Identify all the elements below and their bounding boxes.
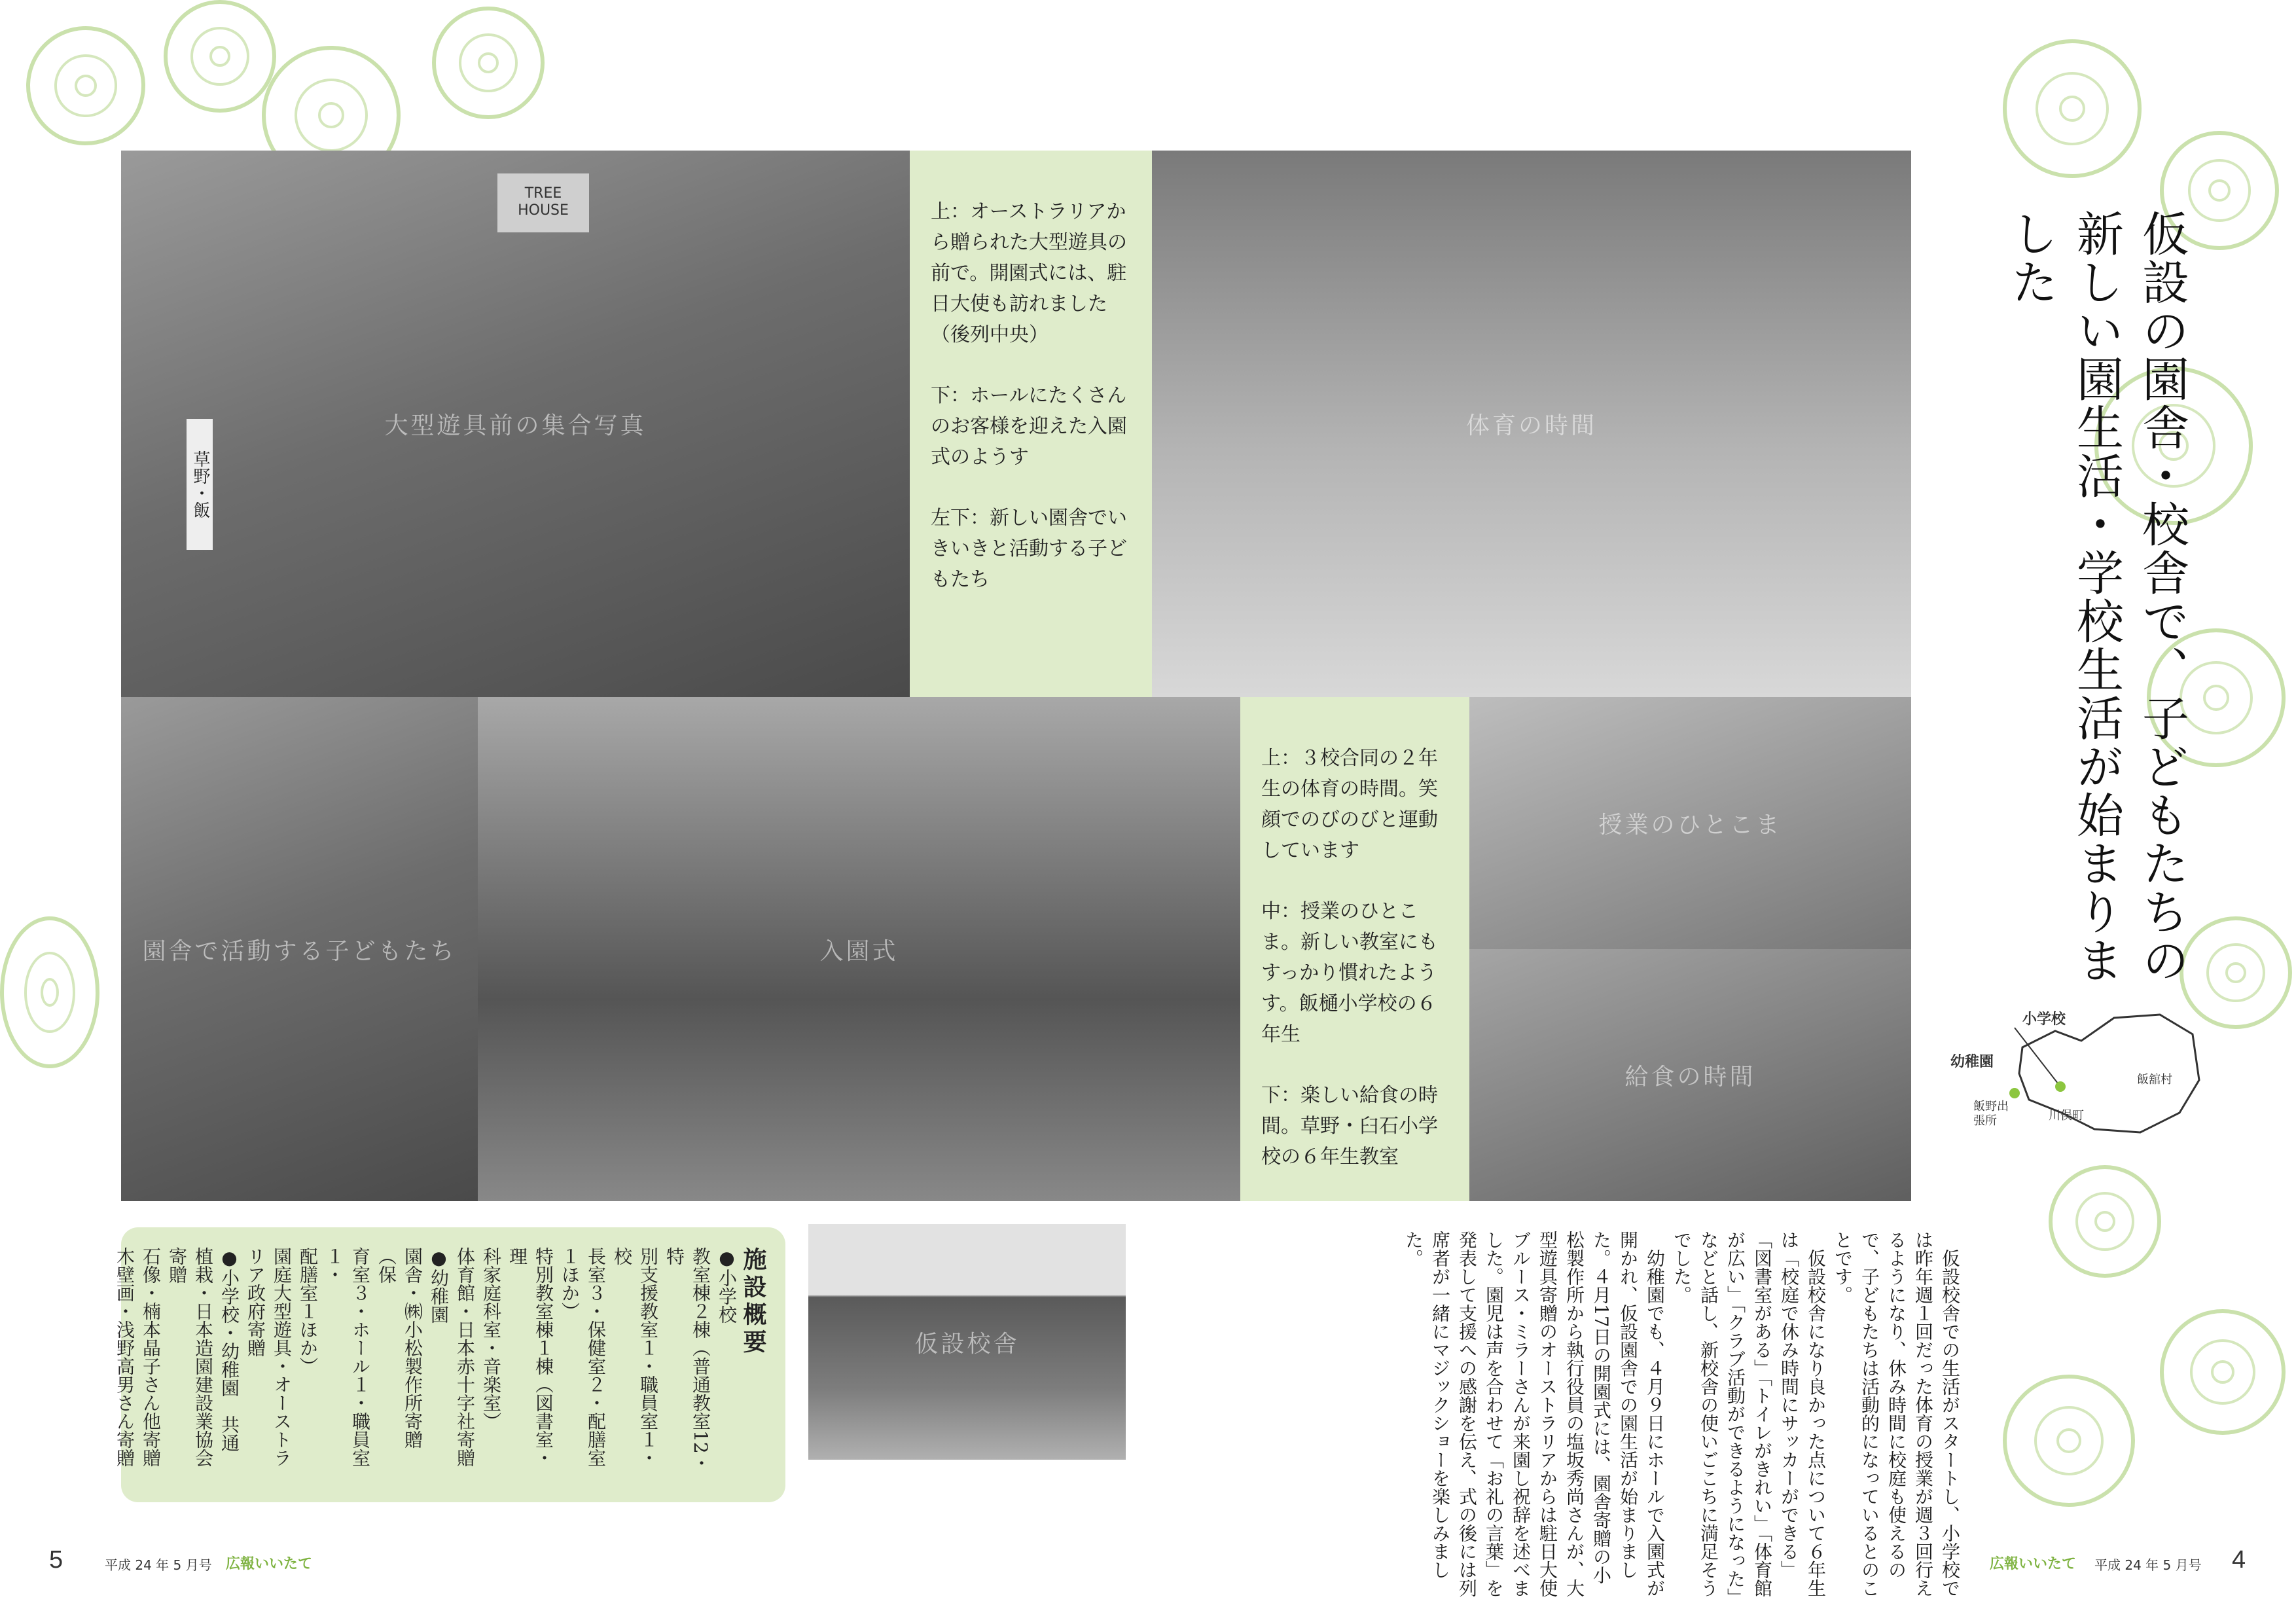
right-page-number: 4 [2232, 1546, 2246, 1574]
photo-label: 園舎で活動する子どもたち [142, 937, 457, 965]
caption: 上：オーストラリアから贈られた大型遊具の前で。開園式には、駐日大使も訪れました（後列中央） [931, 200, 1127, 346]
right-issue-date: 平成 24 年 5 月号 [2094, 1557, 2202, 1573]
facility-line: 園庭大型遊具・オーストラ [271, 1247, 293, 1467]
facility-line: 体育館・日本赤十字社寄贈 [454, 1247, 476, 1467]
location-map [1950, 1008, 2206, 1139]
photo-label: 仮設校舎 [914, 1330, 1020, 1358]
facility-line: １ほか） [559, 1247, 581, 1320]
flower-decoration [2049, 1165, 2161, 1278]
facility-line: ●小学校 [716, 1247, 738, 1324]
facility-line: 育室３・ホール１・職員室１・ [323, 1247, 371, 1467]
gym-class-photo [1152, 151, 1911, 697]
photo-label: 授業のひとこま [1598, 812, 1782, 839]
caption: 下：楽しい給食の時間。草野・臼石小学校の６年生教室 [1261, 1084, 1438, 1168]
flower-decoration [2003, 1375, 2135, 1507]
caption: 下：ホールにたくさんのお客様を迎えた入園式のようす [931, 384, 1127, 469]
facility-line: 木壁画・浅野高男さん寄贈 [114, 1247, 135, 1467]
playground-group-photo [121, 151, 910, 697]
left-issue-date: 平成 24 年 5 月号 [105, 1557, 212, 1573]
article-paragraph: 仮設校舎になり良かった点について６年生は「校庭で休み時間にサッカーができる」「図書室がある」「トイレがきれい」「体育館が広い」「クラブ活動ができるようになった」などと話し、新校舎の使いごこちに満足そうでした。 [1671, 1231, 1827, 1597]
map-label-kawamata: 川俣町 [2049, 1109, 2084, 1123]
photo-label: 大型遊具前の集合写真 [384, 412, 647, 439]
caption: 左下：新しい園舎でいきいきと活動する子どもたち [931, 507, 1127, 591]
facility-line: 教室棟２棟（普通教室12・特 [664, 1247, 711, 1472]
flower-decoration [432, 7, 545, 119]
article-paragraph: 仮設校舎での生活がスタートし、小学校では昨年週１回だった体育の授業が週３回行えるようになり、休み時間に校庭も使えるので、子どもたちは活動的になっているとのことです。 [1832, 1231, 1961, 1597]
facility-overview-text [111, 1247, 766, 1483]
facility-line: 配膳室１ほか） [297, 1247, 319, 1375]
facility-line: 石像・楠本晶子さん他寄贈 [140, 1247, 162, 1467]
map-label-iitate: 飯舘村 [2137, 1073, 2172, 1087]
article-body [1217, 1231, 1964, 1597]
facility-line: 長室３・保健室２・配膳室 [585, 1247, 607, 1467]
left-brand-logo: 広報いいたて [226, 1556, 313, 1572]
photo-label: 給食の時間 [1624, 1064, 1756, 1091]
facility-line: 園舎・㈱小松製作所寄贈（保 [376, 1247, 423, 1449]
banner-sign: 草野・飯 [187, 419, 213, 550]
temporary-school-building-photo [808, 1224, 1126, 1460]
facility-title: 施設概要 [740, 1247, 766, 1357]
headline-line-1: 仮設の園舎・校舎で、子どもたちの [2134, 209, 2189, 984]
caption: 上：３校合同の２年生の体育の時間。笑顔でのびのびと運動しています [1261, 747, 1438, 862]
facility-overview-box [114, 1227, 785, 1502]
school-lunch-photo [1469, 949, 1911, 1201]
photo-label: 体育の時間 [1465, 412, 1597, 439]
photo-label: 入園式 [819, 937, 899, 965]
facility-line: ●小学校・幼稚園 共通 [219, 1247, 240, 1452]
flower-decoration [26, 26, 145, 145]
page-headline [1998, 209, 2195, 995]
facility-line: リア政府寄贈 [245, 1247, 266, 1357]
article-paragraph: 幼稚園でも、４月９日にホールで入園式が開かれ、仮設園舎での園生活が始まりました。４月17日の開園式には、園舎寄贈の小松製作所から執行役員の塩坂秀尚さんが、大型遊具寄贈のオーストラリアからは駐日大使ブルース・ミラーさんが来園し祝辞を述べました。園児は声を合わせて「お礼の言葉」を発表して支援への感謝を伝え、式の後には列席者が一緒にマジックショーを楽しみました。 [1403, 1231, 1666, 1597]
flower-decoration [2003, 39, 2142, 178]
flower-decoration [164, 0, 276, 113]
facility-line: 寄贈 [166, 1247, 188, 1284]
classroom-photo [1469, 697, 1911, 949]
entrance-ceremony-photo [478, 697, 1240, 1201]
facility-line: 植栽・日本造園建設業協会 [192, 1247, 214, 1467]
facility-line: ●幼稚園 [428, 1247, 450, 1324]
children-activity-photo [121, 697, 478, 1201]
caption: 中：授業のひとこま。新しい教室にもすっかり慣れたようす。飯樋小学校の６年生 [1261, 900, 1438, 1046]
left-page-number: 5 [49, 1546, 63, 1574]
right-brand-logo: 広報いいたて [1990, 1556, 2077, 1572]
map-label-iino-office: 飯野出張所 [1973, 1100, 2009, 1128]
facility-line: 科家庭科室・音楽室） [480, 1247, 502, 1430]
map-label-kindergarten: 幼稚園 [1950, 1054, 1994, 1070]
caption-box-mid [1240, 697, 1469, 1201]
flower-decoration [2160, 1309, 2286, 1435]
caption-box-top [910, 151, 1152, 697]
map-label-elementary-school: 小学校 [2022, 1011, 2066, 1028]
flower-decoration [0, 916, 99, 1068]
treehouse-sign: TREE HOUSE [497, 173, 589, 232]
facility-line: 別支援教室１・職員室１・校 [611, 1247, 659, 1467]
headline-line-2: 新しい園生活・学校生活が始まりました [2003, 209, 2124, 984]
facility-line: 特別教室棟１棟（図書室・理 [507, 1247, 554, 1467]
